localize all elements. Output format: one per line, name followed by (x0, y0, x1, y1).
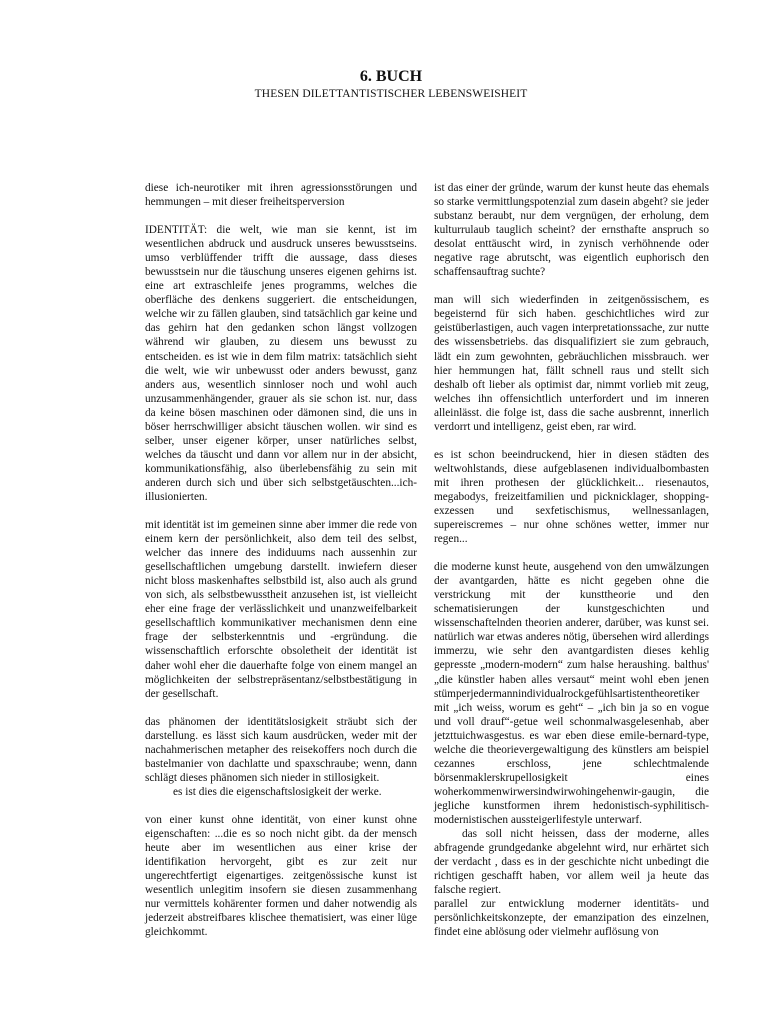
paragraph: man will sich wiederfinden in zeitgenössischem, es begeisternd für sich haben. geschichtliches wird zur geistüberlastigen, auch vagen interpretationssache, zur nutte des wissensbetriebs. das disqualifiziert sie zum gebrauch, lädt ein zum gewohnten, gebräuchlichen missbrauch. wer hier hemmungen hat, fällt schnell raus und stellt sich deshalb oft lieber als optimist dar, nimmt vorlieb mit zeug, welches ihn offensichtlich unterfordert und im inneren alleinlässt. die folge ist, dass die sache ausbrennt, innerlich verdorrt und intelligenz, geist eben, rar wird. (434, 294, 709, 433)
paragraph: ist das einer der gründe, warum der kunst heute das ehemals so starke vermittlungspotenzial zum dasein abgeht? sie jeder substanz beraubt, nur dem vergnügen, der erholung, dem kulturrulaub tauglich scheint? der ernsthafte anspruch so desolat enttäuscht wird, in zynisch verhöhnende oder negative rage abrutscht, was eigentlich euphorisch den schaffensauftrag suchte? (434, 182, 709, 279)
book-title: 6. BUCH (359, 68, 423, 85)
paragraph: die moderne kunst heute, ausgehend von den umwälzungen der avantgarden, hätte es nicht gegeben ohne die verstrickung mit der kunsttheorie und den schematisierungen der kunstgeschichten und wissenschaftelnden theorien anderer, darüber, was kunst sei. natürlich war etwas anderes nötig, übersehen wird allerdings immerzu, wie sehr den avantgardisten dieses kehlig gepresste „modern-modern“ zum halse heraushing. balthus' „die künstler haben alles versaut“ meint wohl eben jenen stümperjedermannindividualrockgefühlsartistentheoretiker mit „ich weiss, worum es geht“ – „ich bin ja so en vogue und voll drauf“-getue weil schonmalwasgelesenhab, aber jetzttuichwasgestus. es war eben diese emile-bernard-type, welche die theorievergewaltigung des künstlers am beispiel cezannes erschloss, jene schlechtmalende börsenmaklerskrupellosigkeit eines woherkommenwirwersindwirwohingehenwir-gaugin, die jegliche kunstformen ihrem hedonistisch-syphilitisch-modernistischen aussteigerlifestyle unterwarf. (434, 561, 709, 826)
paragraph: es ist schon beeindruckend, hier in diesen städten des weltwohlstands, diese aufgeblasenen individualbombasten mit ihren prothesen der glücklichkeit... riesenautos, megabodys, freizeitfamilien und picknicklager, shopping-exzessen und sexfetischismus, wellnessanlagen, supereiscremes – nur ohne schönes wetter, immer nur regen... (434, 448, 709, 546)
right-text-column (434, 181, 709, 939)
paragraph: das soll nicht heissen, dass der moderne, alles abfragende grundgedanke abgelehnt wird, nur erhärtet sich der verdacht , dass es in der geschichte nicht unbedingt die richtigen geschafft haben, vor allem weil ja heute das falsche regiert. (434, 828, 709, 897)
paragraph: diese ich-neurotiker mit ihren agressionsstörungen und hemmungen – mit dieser freiheitsperversion (145, 182, 417, 209)
paragraph: das phänomen der identitätslosigkeit sträubt sich der darstellung. es lässt sich kaum ausdrücken, weder mit der nachahmerischen metapher des reisekoffers noch durch die bastelmanier von dachlatte und spaxschraube; wenn, dann schlägt dieses phänomen sich nieder in stillosigkeit. (145, 715, 417, 784)
paragraph: von einer kunst ohne identität, von einer kunst ohne eigenschaften: ...die es so noch nicht gibt. da der mensch heute aber im wesentlichen aus einer krise der identifikation hervorgeht, gibt es zur zeit nur ungerechtfertigt eigenartiges. zeitgenössische kunst ist wesentlich unlegitim insofern sie diesen zusammenhang nur vermittels kohärenter formen und daher notwendig als jederzeit abstreifbares klischee thematisiert, was einer lüge gleichkommt. (145, 813, 417, 939)
book-subtitle: THESEN DILETTANTISTISCHER LEBENSWEISHEIT (254, 88, 528, 100)
paragraph: IDENTITÄT: die welt, wie man sie kennt, ist im wesentlichen abdruck und ausdruck unseres bewusstseins. umso verblüffender trifft die aussage, dass dieses bewusstsein nur die täuschung unseres eigenen gehirns ist. eine art extraschleife jenes programms, welches die oberfläche des denkens suggeriert. die entscheidungen, welche wir zu fällen glauben, sind tatsächlich gar keine und das gehirn hat den gedanken schon längst vollzogen während wir glauben, zu diesem uns bewusst zu entscheiden. es ist wie in dem film matrix: tatsächlich sieht die welt, wie wir unbewusst oder anders bewusst, ganz anders aus, wesentlich sinnloser noch und wohl auch unzusammenhängender, grauer als sie schon ist. nur, dass da keine bösen maschinen oder dämonen sind, die uns in böser herrschwilliger absicht täuschen wollen. wir sind es selber, unser eigener körper, unser natürliches selbst, welches da täuscht und dann vor allem nur in der absicht, kommunikationsfähig, also überlebensfähig zu sein mit anderen durch sich und über sich selbstgetäuschten...ich-illusionierten. (145, 224, 417, 503)
left-text-column (145, 181, 417, 953)
paragraph: parallel zur entwicklung moderner identitäts- und persönlichkeitskonzepte, der emanzipation des einzelnen, findet eine ablösung oder vielmehr auflösung von (434, 898, 709, 939)
page-header (0, 68, 782, 101)
paragraph: es ist dies die eigenschaftslosigkeit der werke. (173, 785, 382, 798)
paragraph: mit identität ist im gemeinen sinne aber immer die rede von einem kern der persönlichkeit, also dem teil des selbst, welcher das innere des indiduums nach aussenhin zur gesellschaftlichen umgebung darstellt. inwiefern dieser nicht bloss maskenhaftes selbstbild ist, also auch als grund von sich, als selbstbewusstheit anzusehen ist, ist vielleicht eher eine frage der verlässlichkeit und unanzweifelbarkeit gesellschaftlich kommunikativer mechanismen denn eine frage der selbsterkenntnis und -ergründung. die wissenschaftlich erforschte obsoletheit der identität ist daher wohl eher die dauerhafte folge von einem mangel an möglichkeiten der selbstrepräsentanz/selbstbestätigung in der gesellschaft. (145, 519, 417, 700)
